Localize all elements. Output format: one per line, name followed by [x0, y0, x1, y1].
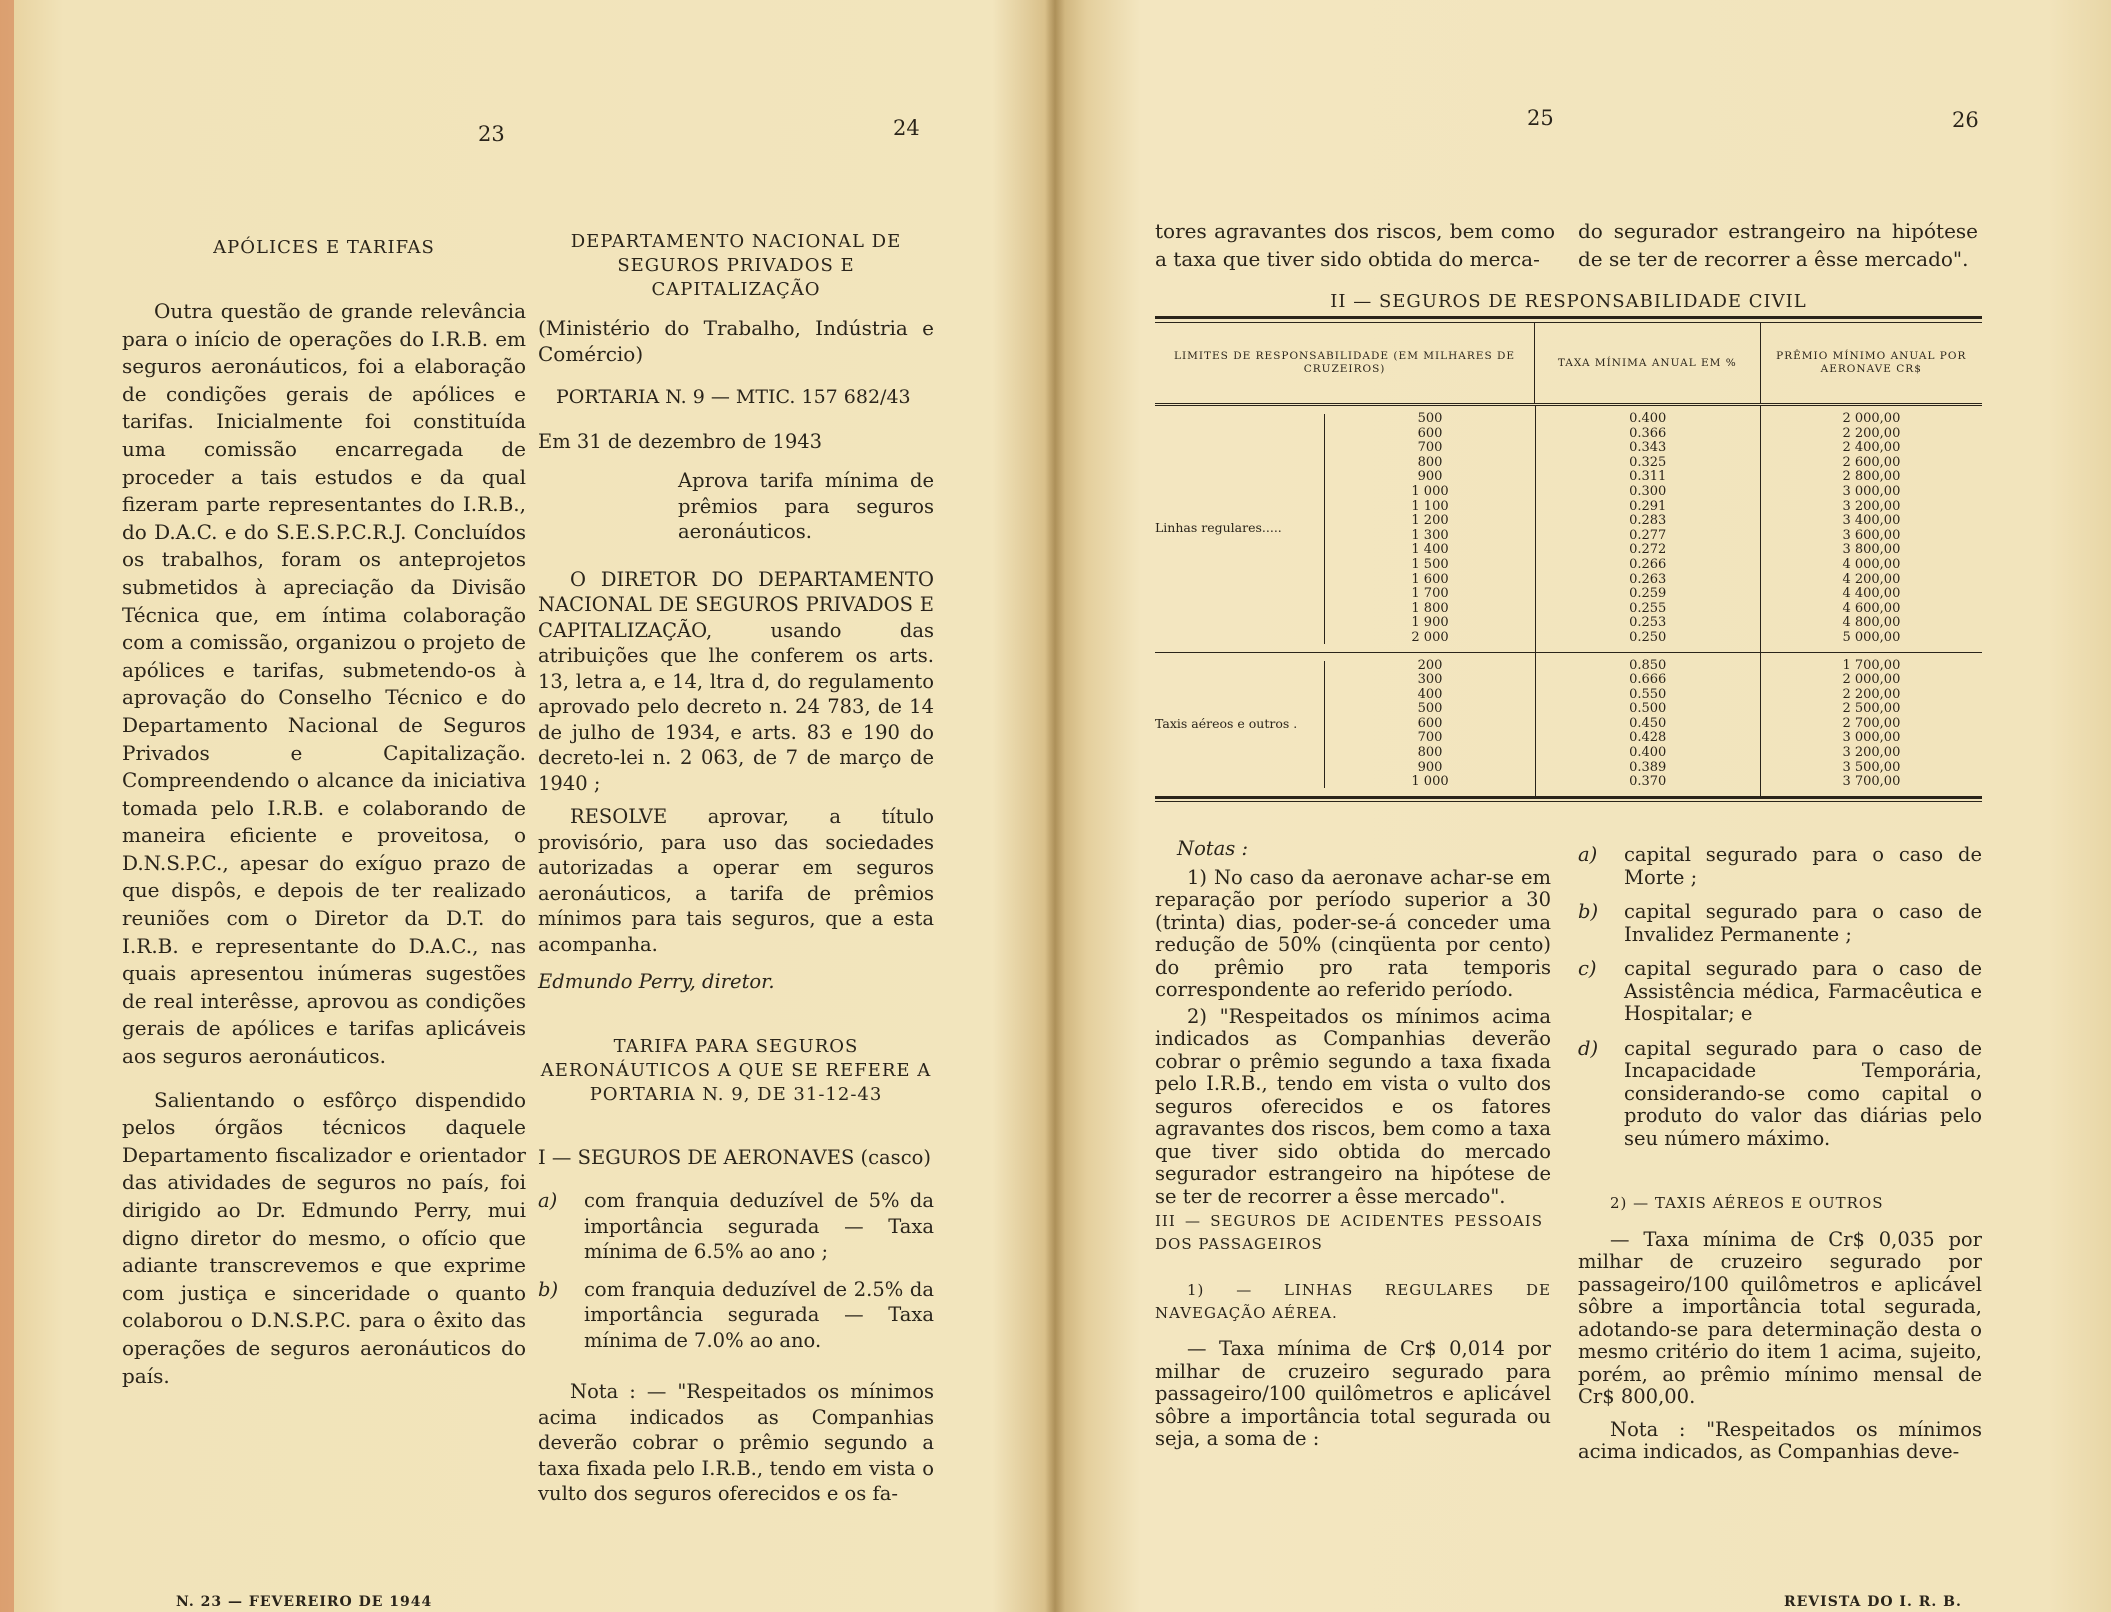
limit-cell: 500 [1417, 701, 1443, 717]
premium-cell: 2 200,00 [1842, 425, 1901, 441]
subsection-1-text: — Taxa mínima de Cr$ 0,014 por milhar de cruzeiro segurado para passageiro/100 quilômetros e aplicável sôbre a importância total segurada ou seja, a soma de : [1155, 1337, 1551, 1450]
premium-cell: 3 200,00 [1842, 745, 1901, 761]
limit-cell: 1 500 [1411, 556, 1449, 572]
limit-cell: 1 900 [1411, 615, 1449, 631]
rate-cell: 0.450 [1629, 715, 1667, 731]
limit-cell: 1 000 [1411, 483, 1449, 499]
limit-cell: 700 [1417, 730, 1443, 746]
header-limits: LIMITES DE RESPONSABILIDADE (EM MILHARES DE CRUZEIROS) [1155, 323, 1535, 403]
premium-cell: 1 700,00 [1842, 657, 1901, 673]
table-group-linhas [1155, 406, 1982, 652]
premium-cell: 4 000,00 [1842, 556, 1901, 572]
insured-item [1578, 958, 1982, 1026]
column-page-26 [1578, 844, 1982, 1464]
table-bottom-rule [1155, 796, 1982, 802]
insured-item-label: b) [1578, 900, 1599, 923]
department-title: DEPARTAMENTO NACIONAL DE SEGUROS PRIVADOS E CAPITALIZAÇÃO [570, 231, 902, 300]
rate-cell: 0.283 [1629, 513, 1667, 529]
rate-cell: 0.291 [1629, 498, 1667, 514]
limit-cell: 500 [1417, 411, 1443, 426]
rate-cell: 0.428 [1629, 730, 1667, 746]
limit-cell: 700 [1417, 440, 1443, 456]
portaria-line: PORTARIA N. 9 — MTIC. 157 682/43 [556, 386, 911, 408]
premium-cell: 3 500,00 [1842, 759, 1901, 775]
book-gutter [1045, 0, 1065, 1612]
item-a-label: a) [538, 1189, 558, 1212]
limit-cell: 1 200 [1411, 513, 1449, 529]
rate-cell: 0.253 [1629, 615, 1667, 631]
notas-label: Notas : [1177, 837, 1249, 860]
insured-item-text: capital segurado para o caso de Invalidez Permanente ; [1624, 900, 1982, 946]
rates-column [1536, 653, 1761, 796]
continuation-text-26: do segurador estrangeiro na hipótese de se ter de recorrer a êsse mercado". [1578, 219, 1978, 271]
rate-cell: 0.366 [1629, 425, 1667, 441]
insured-item-label: c) [1578, 957, 1597, 980]
rate-cell: 0.272 [1629, 542, 1667, 558]
group-label: Taxis aéreos e outros . [1155, 715, 1298, 731]
rate-cell: 0.250 [1629, 629, 1667, 645]
insured-item-text: capital segurado para o caso de Morte ; [1624, 843, 1982, 889]
limit-cell: 1 100 [1411, 498, 1449, 514]
limit-cell: 1 300 [1411, 527, 1449, 543]
rate-cell: 0.277 [1629, 527, 1667, 543]
limits-column [1325, 406, 1535, 652]
rate-cell: 0.389 [1629, 759, 1667, 775]
date-line: Em 31 de dezembro de 1943 [538, 429, 823, 453]
group-label: Linhas regulares..... [1155, 520, 1282, 536]
limit-cell: 1 700 [1411, 586, 1449, 602]
premium-cell: 4 600,00 [1842, 600, 1901, 616]
paragraph-diretor: O DIRETOR DO DEPARTAMENTO NACIONAL DE SEGUROS PRIVADOS E CAPITALIZAÇÃO, usando das atribuições que lhe conferem os arts. 13, letra a, e 14, ltra d, do regulamento aprovado pelo decreto n. 24 783, de 14 de julho de 1934, e arts. 83 e 190 do decreto-lei n. 2 063, de 7 de março de 1940 ; [538, 567, 934, 795]
rate-cell: 0.259 [1629, 586, 1667, 602]
header-premium: PRÊMIO MÍNIMO ANUAL POR AERONAVE CR$ [1776, 350, 1967, 375]
page-number-26: 26 [1952, 108, 1979, 132]
rate-cell: 0.666 [1629, 672, 1667, 688]
section-2-title: II — SEGUROS DE RESPONSABILIDADE CIVIL [1330, 291, 1807, 312]
item-b-label: b) [538, 1277, 559, 1301]
insured-item [1578, 1038, 1982, 1151]
premium-cell: 2 700,00 [1842, 715, 1901, 731]
premium-cell: 2 600,00 [1842, 454, 1901, 470]
insured-item [1578, 901, 1982, 946]
rate-cell: 0.263 [1629, 571, 1667, 587]
paragraph-2: Salientando o esfôrço dispendido pelos órgãos técnicos daquele Departamento fiscalizador e orientador das atividades de seguros no país, foi dirigido ao Dr. Edmundo Perry, mui digno diretor do mesmo, o ofício que adiante transcrevemos e que exprime com justiça e sinceridade o quanto colaborou o D.N.S.P.C. para o êxito das operações de seguros aeronáuticos do país. [122, 1087, 526, 1388]
premium-cell: 3 000,00 [1842, 730, 1901, 746]
premium-cell: 5 000,00 [1842, 629, 1901, 645]
paragraph-1: Outra questão de grande relevância para o início de operações do I.R.B. em seguros aeronáuticos, foi a elaboração de condições gerais de apólices e tarifas. Inicialmente foi constituída uma comissão encarregada de proceder a tais estudos e da qual fizeram parte representantes do I.R.B., do D.A.C. e do S.E.S.P.C.R.J. Concluídos os trabalhos, foram os anteprojetos submetidos à apreciação da Divisão Técnica que, em íntima colaboração com a comissão, organizou o projeto de apólices e tarifas, submetendo-os à aprovação do Conselho Técnico e do Departamento Nacional de Seguros Privados e Capitalização. Compreendendo o alcance da iniciativa tomada pelo I.R.B. e colaborando de maneira eficiente e proveitosa, o D.N.S.P.C., apesar do exíguo prazo de que dispôs, e depois de ter realizado reuniões com o Diretor da D.T. do I.R.B. e representante do D.A.C., nas quais apresentou inúmeras sugestões de real interêsse, aprovou as condições gerais de apólices e tarifas aplicáveis aos seguros aeronáuticos. [122, 299, 526, 1069]
page-number-23: 23 [478, 122, 505, 146]
rate-cell: 0.325 [1629, 454, 1667, 470]
premium-cell: 2 000,00 [1842, 672, 1901, 688]
insured-item-text: capital segurado para o caso de Incapacidade Temporária, considerando-se como capital o produto do valor das diárias pelo seu número máximo. [1624, 1036, 1982, 1150]
limit-cell: 800 [1417, 745, 1443, 761]
tarifa-title: TARIFA PARA SEGUROS AERONÁUTICOS A QUE SE REFERE A PORTARIA N. 9, DE 31-12-43 [540, 1035, 932, 1105]
premium-cell: 2 400,00 [1842, 440, 1901, 456]
rates-table [1155, 316, 1982, 802]
limits-column [1325, 653, 1535, 796]
page-number-24: 24 [893, 116, 920, 140]
premium-cell: 3 000,00 [1842, 483, 1901, 499]
limit-cell: 300 [1417, 672, 1443, 688]
premium-cell: 2 000,00 [1842, 411, 1901, 426]
premium-cell: 3 600,00 [1842, 527, 1901, 543]
nota-page-24: Nota : — "Respeitados os mínimos acima indicados as Companhias deverão cobrar o prêmio segundo a taxa fixada pelo I.R.B., tendo em vista o vulto dos seguros oferecidos e os fa- [538, 1380, 934, 1505]
nota-2: 2) "Respeitados os mínimos acima indicados as Companhias deverão cobrar o prêmio segundo a taxa fixada pelo I.R.B., tendo em vista o vulto dos seguros oferecidos e os fatores agravantes dos riscos, bem como a taxa que tiver sido obtida do mercado segurador estrangeiro na hipótese de se ter de recorrer a êsse mercado". [1155, 1004, 1551, 1208]
rate-cell: 0.343 [1629, 440, 1667, 456]
rate-cell: 0.400 [1629, 745, 1667, 761]
continuation-page-26 [1578, 218, 1978, 273]
item-b [538, 1277, 934, 1354]
ministry-line: (Ministério do Trabalho, Indústria e Comércio) [538, 316, 934, 366]
group-brace [1314, 414, 1325, 644]
rate-cell: 0.255 [1629, 600, 1667, 616]
insured-item-label: a) [1578, 843, 1598, 866]
item-b-text: com franquia deduzível de 2.5% da importância segurada — Taxa mínima de 7.0% ao ano. [584, 1277, 934, 1352]
paragraph-resolve: RESOLVE aprovar, a título provisório, para uso das sociedades autorizadas a operar em seguros aeronáuticos, a tarifa de prêmios mínimos para tais seguros, que a esta acompanha. [538, 805, 934, 956]
section-title-apolices: APÓLICES E TARIFAS [213, 237, 435, 258]
rates-column [1536, 406, 1761, 652]
limit-cell: 600 [1417, 715, 1443, 731]
premium-cell: 3 400,00 [1842, 513, 1901, 529]
insured-item-label: d) [1578, 1036, 1599, 1060]
column-page-25 [1155, 838, 1551, 1451]
limit-cell: 200 [1417, 657, 1443, 673]
premium-cell: 4 400,00 [1842, 586, 1901, 602]
insured-item [1578, 844, 1982, 889]
footer-issue: N. 23 — FEVEREIRO DE 1944 [176, 1594, 433, 1610]
section-3-title: III — SEGUROS DE ACIDENTES PESSOAIS DOS PASSAGEIROS [1155, 1212, 1543, 1253]
header-rate: TAXA MÍNIMA ANUAL EM % [1535, 323, 1760, 403]
limit-cell: 800 [1417, 454, 1443, 470]
group-brace [1314, 661, 1325, 788]
rate-cell: 0.300 [1629, 483, 1667, 499]
premiums-column [1761, 653, 1982, 796]
premium-cell: 3 700,00 [1842, 774, 1901, 790]
item-a [538, 1188, 934, 1265]
premium-cell: 2 200,00 [1842, 686, 1901, 702]
rate-cell: 0.500 [1629, 701, 1667, 717]
limit-cell: 1 400 [1411, 542, 1449, 558]
limit-cell: 600 [1417, 425, 1443, 441]
subsection-2-title: 2) — TAXIS AÉREOS E OUTROS [1610, 1194, 1884, 1212]
premium-cell: 2 800,00 [1842, 469, 1901, 485]
signature: Edmundo Perry, diretor. [538, 970, 775, 993]
section-1-title: I — SEGUROS DE AERONAVES (casco) [538, 1145, 931, 1169]
table-group-taxis [1155, 653, 1982, 796]
limit-cell: 400 [1417, 686, 1443, 702]
limit-cell: 2 000 [1411, 629, 1449, 645]
premiums-column [1761, 406, 1982, 652]
rate-cell: 0.550 [1629, 686, 1667, 702]
premium-cell: 2 500,00 [1842, 701, 1901, 717]
insured-item-text: capital segurado para o caso de Assistência médica, Farmacêutica e Hospitalar; e [1624, 957, 1982, 1025]
table-top-rule [1155, 316, 1982, 323]
nota-1: 1) No caso da aeronave achar-se em reparação por período superior a 30 (trinta) dias, poder-se-á conceder uma redução de 50% (cinqüenta por cento) do prêmio pro rata temporis correspondente ao referido período. [1155, 865, 1551, 1001]
portaria-summary: Aprova tarifa mínima de prêmios para seguros aeronáuticos. [678, 469, 934, 543]
footer-journal: REVISTA DO I. R. B. [1784, 1594, 1962, 1610]
red-page-edge [0, 0, 14, 1612]
subsection-1-title: 1) — LINHAS REGULARES DE NAVEGAÇÃO AÉREA. [1155, 1281, 1551, 1322]
column-page-24 [538, 230, 934, 1507]
page-number-25: 25 [1527, 106, 1554, 130]
column-page-23 [122, 236, 526, 1390]
table-header [1155, 323, 1982, 406]
premium-cell: 3 800,00 [1842, 542, 1901, 558]
rate-cell: 0.311 [1629, 469, 1667, 485]
rate-cell: 0.266 [1629, 556, 1667, 572]
continuation-page-25 [1155, 218, 1555, 273]
limit-cell: 1 000 [1411, 774, 1449, 790]
nota-page-26: Nota : "Respeitados os mínimos acima indicados, as Companhias deve- [1578, 1417, 1982, 1463]
premium-cell: 3 200,00 [1842, 498, 1901, 514]
limit-cell: 1 600 [1411, 571, 1449, 587]
rate-cell: 0.370 [1629, 774, 1667, 790]
rate-cell: 0.400 [1629, 411, 1667, 426]
limit-cell: 1 800 [1411, 600, 1449, 616]
limit-cell: 900 [1417, 759, 1443, 775]
limit-cell: 900 [1417, 469, 1443, 485]
premium-cell: 4 200,00 [1842, 571, 1901, 587]
rate-cell: 0.850 [1629, 657, 1667, 673]
premium-cell: 4 800,00 [1842, 615, 1901, 631]
item-a-text: com franquia deduzível de 5% da importância segurada — Taxa mínima de 6.5% ao ano ; [584, 1189, 934, 1263]
subsection-2-text: — Taxa mínima de Cr$ 0,035 por milhar de cruzeiro segurado por passageiro/100 quilômetros e aplicável sôbre a importância total segurada, adotando-se para determinação desta o mesmo critério do item 1 acima, sujeito, porém, ao prêmio mínimo mensal de Cr$ 800,00. [1578, 1227, 1982, 1408]
continuation-text-25: tores agravantes dos riscos, bem como a taxa que tiver sido obtida do merca- [1155, 219, 1555, 271]
